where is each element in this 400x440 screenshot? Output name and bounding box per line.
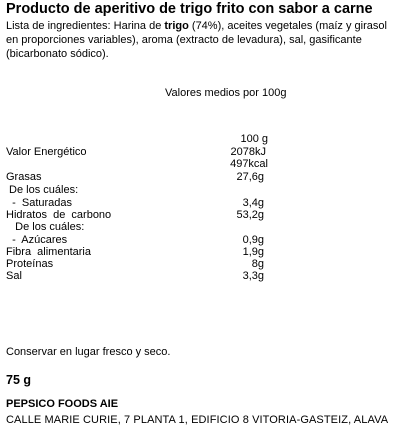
- company-name: PEPSICO FOODS AIE: [6, 398, 119, 410]
- nutrition-value-fat: 27,6g: [236, 171, 264, 183]
- nutrition-header: Valores medios por 100g: [165, 87, 287, 99]
- nutrition-label-carbs: Hidratos de carbono: [6, 209, 112, 221]
- nutrition-unit-header: 100 g: [240, 133, 268, 145]
- ingredients-prefix: Lista de ingredientes: Harina de: [6, 20, 165, 32]
- nutrition-label-sugars: - Azúcares: [6, 234, 68, 246]
- product-title: Producto de aperitivo de trigo frito con sabor a carne: [6, 1, 373, 17]
- ingredients-allergen: trigo: [164, 20, 189, 32]
- net-weight: 75 g: [6, 373, 32, 387]
- nutrition-label-energy: Valor Energético: [6, 146, 87, 158]
- ingredients-rest: (74%), aceites vegetales (maíz y girasol en proporciones variables), aroma (extracto de levadura), sal, gasificante (bicarbonato sódico).: [6, 20, 387, 60]
- storage-instructions: Conservar en lugar fresco y seco.: [6, 346, 171, 358]
- nutrition-value-salt: 3,3g: [242, 270, 264, 282]
- nutrition-value-fibre: 1,9g: [242, 246, 264, 258]
- nutrition-value-carbs: 53,2g: [236, 209, 264, 221]
- nutrition-value-protein: 8g: [251, 258, 264, 270]
- nutrition-label-salt: Sal: [6, 270, 22, 282]
- nutrition-label-protein: Proteínas: [6, 258, 54, 270]
- nutrition-label-fibre: Fibra alimentaria: [6, 246, 91, 258]
- nutrition-value-energy-kcal: 497kcal: [230, 158, 268, 170]
- ingredients-list: [6, 19, 398, 61]
- nutrition-label-fat: Grasas: [6, 171, 42, 183]
- nutrition-value-saturated: 3,4g: [242, 197, 264, 209]
- company-address: CALLE MARIE CURIE, 7 PLANTA 1, EDIFICIO 8 VITORIA-GASTEIZ, ALAVA: [6, 414, 389, 426]
- nutrition-label-carbs-of-which: De los cuáles:: [6, 221, 85, 233]
- nutrition-value-sugars: 0,9g: [242, 234, 264, 246]
- nutrition-value-energy-kj: 2078kJ: [230, 146, 266, 158]
- nutrition-label-fat-of-which: De los cuáles:: [6, 184, 79, 196]
- nutrition-label-saturated: - Saturadas: [6, 197, 73, 209]
